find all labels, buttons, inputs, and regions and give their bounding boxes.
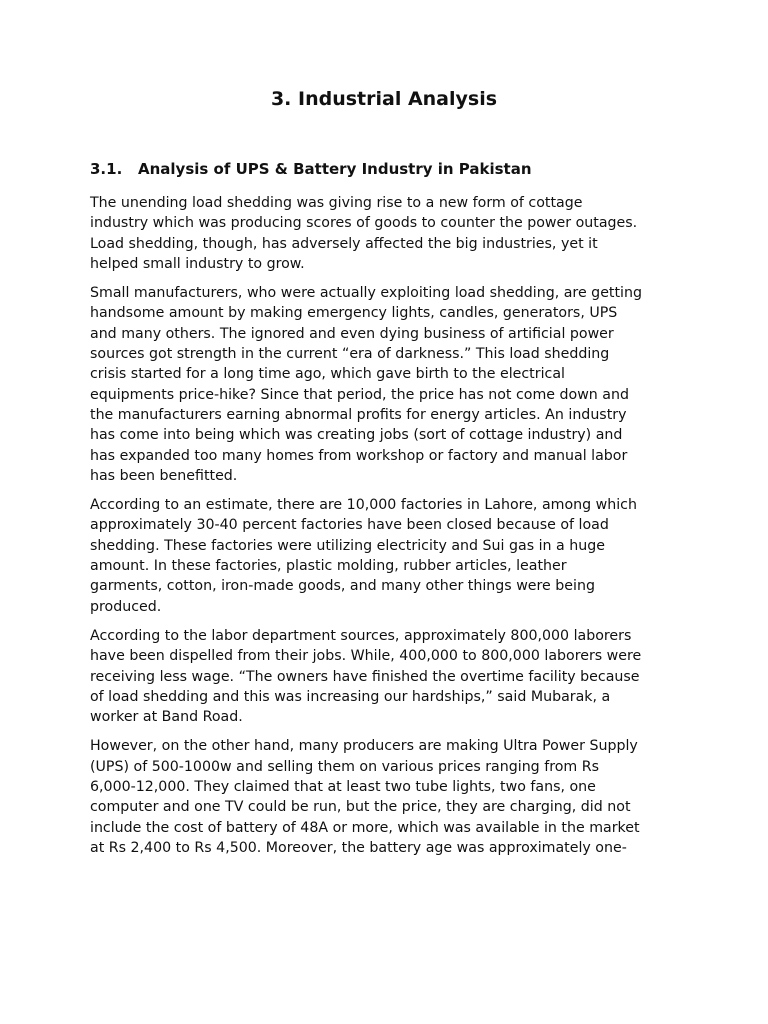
text-line: handsome amount by making emergency lights, candles, generators, UPS bbox=[90, 305, 618, 322]
document-title: 3. Industrial Analysis bbox=[270, 88, 498, 110]
text-line: receiving less wage. “The owners have finished the overtime facility because bbox=[90, 668, 640, 685]
text-line: According to an estimate, there are 10,000 factories in Lahore, among which bbox=[90, 497, 637, 514]
text-line: have been dispelled from their jobs. While, 400,000 to 800,000 laborers were bbox=[90, 648, 642, 665]
text-line: the manufacturers earning abnormal profits for energy articles. An industry bbox=[90, 406, 627, 423]
text-line: (UPS) of 500-1000w and selling them on various prices ranging from Rs bbox=[90, 758, 599, 775]
text-line: According to the labor department sources, approximately 800,000 laborers bbox=[90, 627, 632, 644]
text-line: has expanded too many homes from workshop or factory and manual labor bbox=[90, 447, 628, 464]
section-number: 3.1. bbox=[90, 160, 123, 178]
text-line: equipments price-hike? Since that period, the price has not come down and bbox=[90, 386, 629, 403]
paragraph bbox=[90, 736, 690, 858]
text-line: has been benefitted. bbox=[90, 467, 238, 484]
text-line: include the cost of battery of 48A or more, which was available in the market bbox=[90, 819, 640, 836]
text-line: worker at Band Road. bbox=[90, 709, 243, 726]
text-line: garments, cotton, iron-made goods, and many other things were being bbox=[90, 578, 595, 595]
text-line: shedding. These factories were utilizing electricity and Sui gas in a huge bbox=[90, 537, 605, 554]
paragraph bbox=[90, 283, 690, 486]
body-text bbox=[90, 193, 690, 867]
text-line: has come into being which was creating jobs (sort of cottage industry) and bbox=[90, 427, 623, 444]
paragraph bbox=[90, 626, 690, 727]
text-line: amount. In these factories, plastic molding, rubber articles, leather bbox=[90, 558, 567, 575]
text-line: Load shedding, though, has adversely affected the big industries, yet it bbox=[90, 235, 598, 252]
text-line: 6,000-12,000. They claimed that at least two tube lights, two fans, one bbox=[90, 779, 596, 796]
text-line: computer and one TV could be run, but the price, they are charging, did not bbox=[90, 799, 631, 816]
paragraph bbox=[90, 193, 690, 274]
section-heading bbox=[90, 160, 532, 178]
section-title: Analysis of UPS & Battery Industry in Pakistan bbox=[138, 160, 532, 178]
text-line: The unending load shedding was giving rise to a new form of cottage bbox=[90, 195, 583, 211]
text-line: helped small industry to grow. bbox=[90, 255, 305, 272]
text-line: industry which was producing scores of goods to counter the power outages. bbox=[90, 215, 638, 232]
text-line: at Rs 2,400 to Rs 4,500. Moreover, the battery age was approximately one- bbox=[90, 839, 627, 856]
text-line: crisis started for a long time ago, which gave birth to the electrical bbox=[90, 366, 565, 383]
paragraph bbox=[90, 495, 690, 617]
text-line: approximately 30-40 percent factories have been closed because of load bbox=[90, 517, 609, 534]
text-line: However, on the other hand, many producers are making Ultra Power Supply bbox=[90, 738, 638, 755]
text-line: Small manufacturers, who were actually exploiting load shedding, are getting bbox=[90, 285, 642, 302]
text-line: sources got strength in the current “era of darkness.” This load shedding bbox=[90, 346, 610, 363]
text-line: and many others. The ignored and even dying business of artificial power bbox=[90, 325, 614, 342]
text-line: produced. bbox=[90, 598, 162, 615]
text-line: of load shedding and this was increasing our hardships,” said Mubarak, a bbox=[90, 688, 611, 705]
